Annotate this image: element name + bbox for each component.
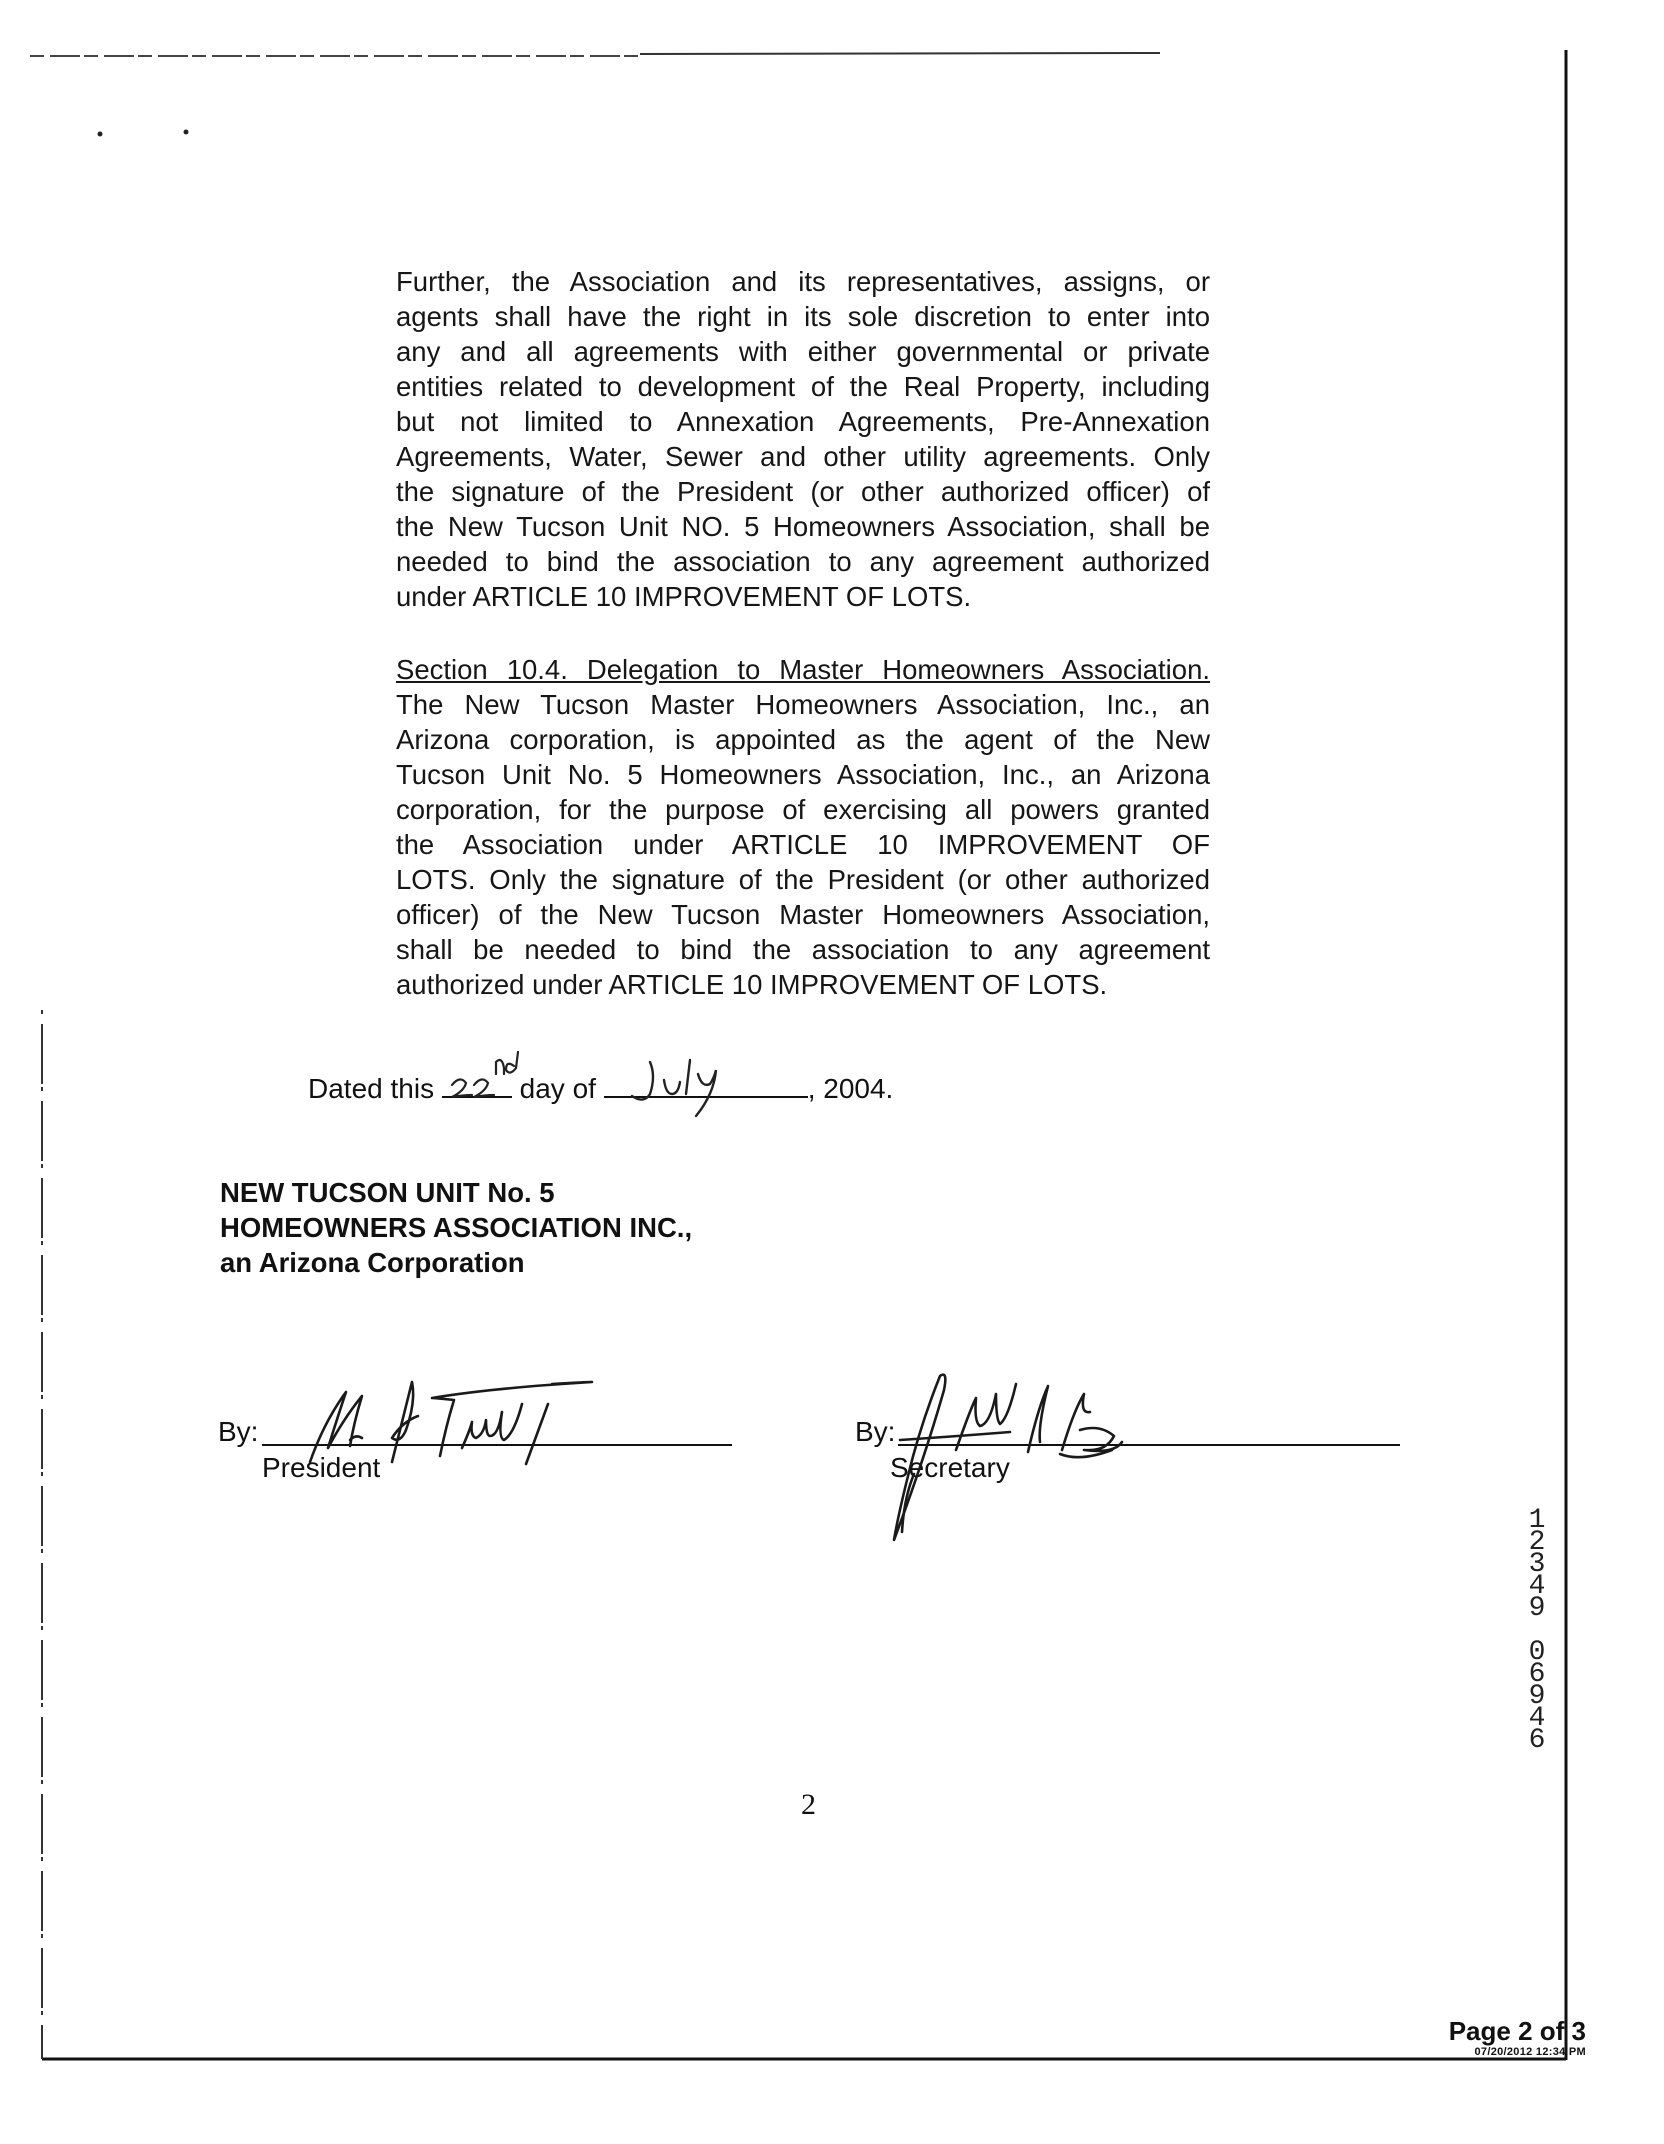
- text-line: corporation, for the purpose of exercising all powers granted: [396, 794, 1210, 825]
- text-line: authorized under ARTICLE 10 IMPROVEMENT OF LOTS.: [396, 969, 1108, 1000]
- dated-prefix: Dated this: [308, 1073, 435, 1104]
- recording-digit: 4: [1528, 1571, 1546, 1602]
- recording-digit: 6: [1528, 1659, 1546, 1690]
- section-heading: Section 10.4. Delegation to Master Homeowners Association.: [396, 654, 1210, 685]
- text-line: the New Tucson Unit NO. 5 Homeowners Association, shall be: [396, 511, 1210, 542]
- president-signature: [310, 1382, 592, 1464]
- president-by-label: By:: [218, 1416, 259, 1447]
- dated-middle: day of: [519, 1073, 596, 1104]
- recording-digit: 1: [1528, 1505, 1546, 1536]
- text-line: Further, the Association and its representatives, assigns, or: [396, 266, 1210, 297]
- text-line: agents shall have the right in its sole discretion to enter into: [396, 301, 1210, 332]
- org-name-line1: NEW TUCSON UNIT No. 5: [220, 1177, 555, 1208]
- text-line: any and all agreements with either governmental or private: [396, 336, 1210, 367]
- text-line: shall be needed to bind the association to any agreement: [396, 934, 1210, 965]
- text-line: LOTS. Only the signature of the President (or other authorized: [396, 864, 1210, 895]
- text-line: Agreements, Water, Sewer and other utility agreements. Only: [396, 441, 1210, 472]
- text-line: Arizona corporation, is appointed as the agent of the New: [396, 724, 1210, 755]
- text-line: under ARTICLE 10 IMPROVEMENT OF LOTS.: [396, 581, 972, 612]
- recording-number: [1524, 1505, 1550, 1756]
- secretary-by-label: By:: [855, 1416, 896, 1447]
- secretary-signature: [894, 1375, 1122, 1540]
- dated-suffix: , 2004.: [807, 1073, 894, 1104]
- recording-digit: 4: [1528, 1703, 1546, 1734]
- recording-digit: 9: [1528, 1681, 1546, 1712]
- text-line: needed to bind the association to any agreement authorized: [396, 546, 1210, 577]
- text-line: officer) of the New Tucson Master Homeowners Association,: [396, 899, 1210, 930]
- recording-digit: 9: [1528, 1593, 1546, 1624]
- page-number: 2: [801, 1788, 816, 1821]
- footer-stamp: [1449, 2016, 1586, 2058]
- president-title: President: [262, 1452, 381, 1483]
- secretary-title: Secretary: [890, 1452, 1010, 1483]
- org-name-line3: an Arizona Corporation: [220, 1247, 525, 1278]
- text-line: Tucson Unit No. 5 Homeowners Association, Inc., an Arizona: [396, 759, 1210, 790]
- recording-digit: 3: [1528, 1549, 1546, 1580]
- text-line: The New Tucson Master Homeowners Association, Inc., an: [396, 689, 1210, 720]
- text-line: the Association under ARTICLE 10 IMPROVEMENT OF: [396, 829, 1210, 860]
- page-of-label: Page 2 of 3: [1448, 2016, 1586, 2046]
- text-line: the signature of the President (or other authorized officer) of: [396, 476, 1210, 507]
- text-line: entities related to development of the Real Property, including: [396, 371, 1210, 402]
- recording-digit: 0: [1528, 1637, 1546, 1668]
- org-name-line2: HOMEOWNERS ASSOCIATION INC.,: [220, 1212, 693, 1243]
- recording-digit: 2: [1528, 1527, 1546, 1558]
- text-line: but not limited to Annexation Agreements, Pre-Annexation: [396, 406, 1210, 437]
- recording-digit: 6: [1528, 1725, 1546, 1756]
- footer-timestamp: 07/20/2012 12:34 PM: [1474, 2046, 1586, 2058]
